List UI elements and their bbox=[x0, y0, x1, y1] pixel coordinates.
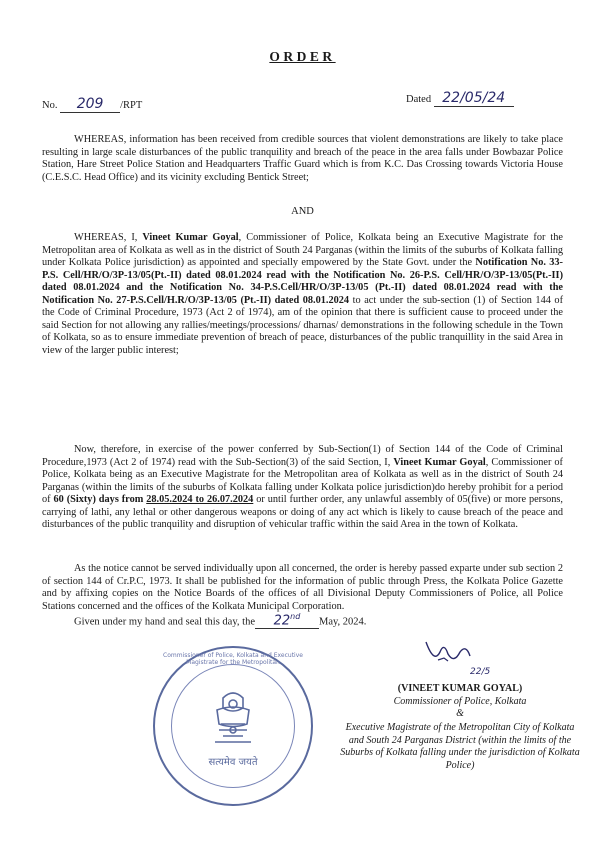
official-seal bbox=[153, 646, 313, 806]
order-date: Dated 22/05/24 bbox=[406, 90, 514, 107]
order-number-value: 209 bbox=[60, 96, 120, 113]
designation-executive-magistrate: Executive Magistrate of the Metropolitan City of Kolkata and South 24 Parganas District (within the limits of the Suburbs of Kolkata falling under the jurisdiction of Kolkata Police) bbox=[340, 722, 580, 771]
and-separator: AND bbox=[291, 206, 314, 217]
given-under-line: Given under my hand and seal this day, the 22nd May, 2024. bbox=[74, 612, 367, 629]
given-day: 22nd bbox=[255, 612, 319, 629]
prohibition-period: 60 (Sixty) days from bbox=[53, 494, 144, 505]
signature-date: 22/5 bbox=[470, 667, 491, 677]
paragraph-whereas-commissioner: WHEREAS, I, Vineet Kumar Goyal, Commissioner of Police, Kolkata being an Executive Magistrate for the Metropolitan area of Kolkata as well as in the district of South 24 Parganas (within the limits of the suburbs of Kolkata falling under Kolkata Police jurisdiction) as appointed and specially empowered by the State Govt. under the Notification No. 33-P.S. Cell/HR/O/3P-13/05(Pt.-II) dated 08.01.2024 read with the Notification No. 26-P.S. Cell/HR/O/3P-13/05(Pt.-II) dated 08.01.2024 and the Notification No. 34-P.S.Cell/HR/O/3P-13/05 (Pt.-II) dated 08.01.2024 read with the Notification No. 27-P.S.Cell/H.R/O/3P-13/05 (Pt.-II) dated 08.01.2024 to act under the sub-section (1) of Section 144 of the Code of Criminal Procedure, 1973 (Act 2 of 1974), am of the opinion that there is sufficient cause to proceed under the said Section for not allowing any rallies/meetings/processions/ dharnas/ demonstrations in the following schedule in the Town of Kolkata, so as to ensure immediate prevention of breach of peace, disturbances of the public tranquillity in the said Area in view of the larger public interest; bbox=[42, 232, 564, 356]
paragraph-prohibition: Now, therefore, in exercise of the power conferred by Sub-Section(1) of Section 144 of the Code of Criminal Procedure,1973 (Act 2 of 1974) read with the Sub-Section(3) of the said Section, I, Vineet Kumar Goyal, Commissioner of Police, Kolkata being as an Executive Magistrate for the Metropolitan area of Kolkata as well as in the district of South 24 Parganas (within the limits of the suburbs of Kolkata falling under Kolkata police jurisdiction)do hereby prohibit for a period of 60 (Sixty) days from 28.05.2024 to 26.07.2024 or until further order, any unlawful assembly of 05(five) or more persons, carrying of lathi, any lethal or other dangerous weapons or doing of any act which is likely to cause breach of the peace and disturbances of the public tranquility and disruption of vehicular traffic within the said Area in the town of Kolkata. bbox=[42, 444, 563, 530]
designation-commissioner: Commissioner of Police, Kolkata bbox=[393, 696, 527, 707]
prohibition-dates: 28.05.2024 to 26.07.2024 bbox=[146, 494, 254, 505]
document-title: ORDER bbox=[269, 49, 336, 64]
paragraph-publication: As the notice cannot be served individually upon all concerned, the order is hereby passed exparte under sub section 2 of section 144 of Cr.P.C, 1973. It shall be published for the information of public through Press, the Kolkata Police Gazette and by affixing copies on the Notice Boards of the offices of all Divisional Deputy Commissioners of Police, all Police Stations concerned and the offices of the Kolkata Municipal Corporation. bbox=[42, 563, 563, 612]
national-emblem-icon bbox=[203, 686, 263, 756]
order-number: No. 209 /RPT bbox=[42, 96, 143, 112]
commissioner-name: Vineet Kumar Goyal bbox=[142, 232, 239, 243]
seal-ring-text: Commissioner of Police, Kolkata and Executive Magistrate for the Metropolitan bbox=[163, 652, 303, 666]
notification-reference: Notification No. 33-P.S. Cell/HR/O/3P-13/05(Pt.-II) dated 08.01.2024 read with the Notification No. 26-P.S. Cell/HR/O/3P-13/05(Pt.-II) dated 08.01.2024 and the Notification No. 34-P.S.Cell/HR/O/3P-13/05 (Pt.-II) dated 08.01.2024 read with the Notification No. 27-P.S.Cell/H.R/O/3P-13/05 (Pt.-II) dated 08.01.2024 bbox=[42, 257, 563, 306]
order-date-value: 22/05/24 bbox=[434, 90, 514, 107]
signatory-name: (VINEET KUMAR GOYAL) bbox=[397, 683, 523, 694]
paragraph-whereas-information: WHEREAS, information has been received from credible sources that violent demonstrations are likely to take place resulting in large scale disturbances of the public tranquility and breach of the peace in the area falls under Bowbazar Police Station, Hare Street Police Station and Headquarters Traffic Guard which is from K.C. Das Crossing towards Victoria House (C.E.S.C. Head Office) and its vicinity excluding Bentick Street; bbox=[42, 134, 563, 183]
handwritten-signature-icon bbox=[420, 630, 510, 676]
seal-motto: सत्यमेव जयते bbox=[208, 757, 258, 768]
designation-ampersand: & bbox=[456, 708, 464, 719]
commissioner-name: Vineet Kumar Goyal bbox=[393, 456, 486, 468]
